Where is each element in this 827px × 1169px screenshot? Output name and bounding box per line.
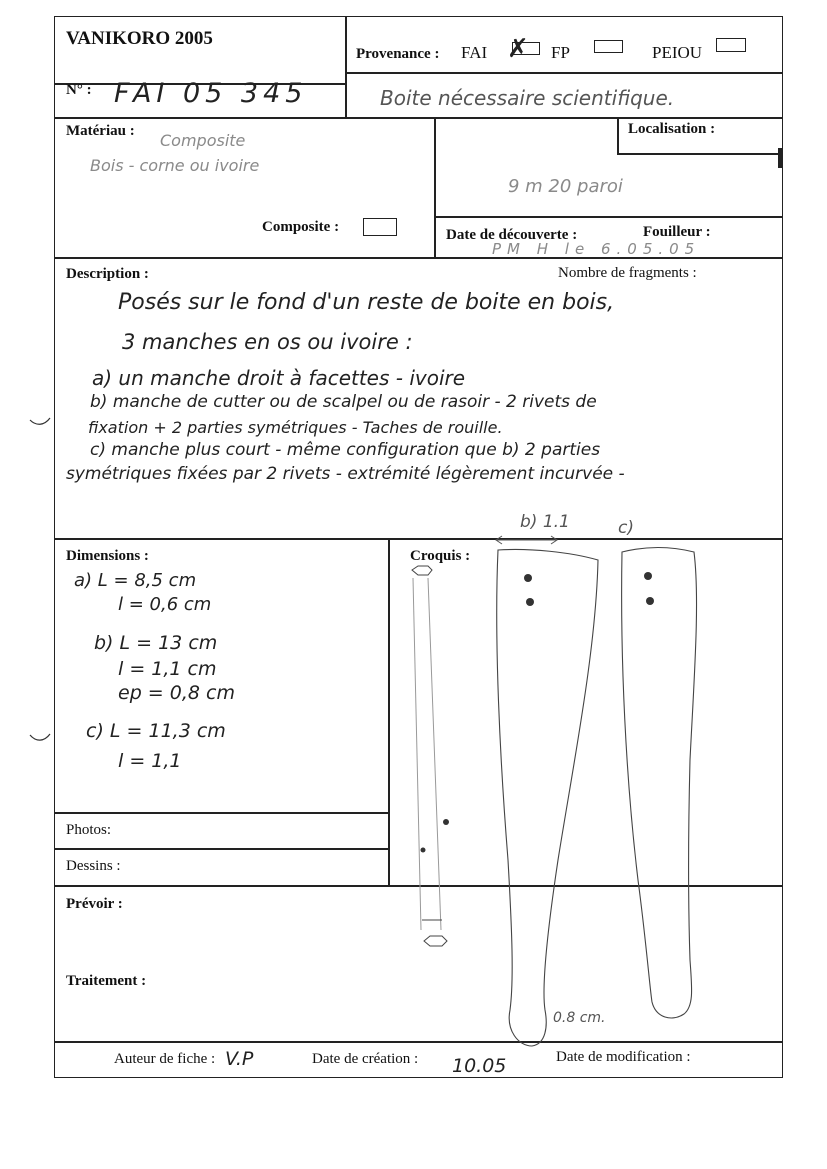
author-label: Auteur de fiche : [114,1051,216,1067]
sketch-label-c: c) [618,518,634,538]
dimension-a-width: l = 0,6 cm [118,594,212,615]
number-label: N° : [66,82,92,98]
modification-date-label: Date de modification : [556,1049,691,1065]
dimension-b-thickness: ep = 0,8 cm [118,682,235,704]
thickness-note: 0.8 cm. [553,1010,606,1026]
description-line: symétriques fixées par 2 rivets - extrémité légèrement incurvée - [66,464,625,484]
provenance-label: Provenance : [356,46,440,62]
rivet-icon [644,572,652,580]
discovery-date-label: Date de découverte : [446,227,578,243]
description-line: c) manche plus court - même configuration que b) 2 parties [90,440,601,460]
creation-date-label: Date de création : [312,1051,419,1067]
dimension-a-length: a) L = 8,5 cm [74,570,197,591]
checkmark-icon: ✗ [507,34,529,64]
forecast-label: Prévoir : [66,896,123,912]
sketch-label-b: b) 1.1 [520,512,570,532]
treatment-label: Traitement : [66,973,147,989]
option-fp-label: FP [551,43,570,62]
author-value: V.P [225,1048,254,1070]
rivet-icon [646,597,654,605]
discovery-date-value: PM H le 6.05.05 [492,240,701,258]
material-value-2: Bois - corne ou ivoire [90,156,260,175]
option-peiou-label: PEIOU [652,43,703,62]
dimension-c-width: l = 1,1 [118,750,182,772]
description-line: b) manche de cutter ou de scalpel ou de rasoir - 2 rivets de [90,392,597,412]
composite-label: Composite : [262,219,340,235]
fragments-label: Nombre de fragments : [558,265,697,281]
excavator-label: Fouilleur : [643,224,711,240]
drawings-label: Dessins : [66,858,121,874]
rivet-icon [526,598,534,606]
description-line: Posés sur le fond d'un reste de boite en bois, [118,290,615,315]
handle-b-sketch [497,549,598,1046]
sketch-label: Croquis : [410,548,471,564]
option-fai-label: FAI [461,43,488,62]
location-value: 9 m 20 paroi [508,176,623,197]
location-label: Localisation : [628,121,716,137]
dimension-b-width: l = 1,1 cm [118,658,217,680]
description-line: 3 manches en os ou ivoire : [122,330,413,354]
rivet-icon [524,574,532,582]
stain-dot [443,819,449,825]
material-value-1: Composite [160,131,246,150]
stain-dot [421,848,426,853]
object-name: Boite nécessaire scientifique. [380,86,675,110]
photos-label: Photos: [66,822,112,838]
handle-c-sketch [622,548,697,1019]
dimension-b-length: b) L = 13 cm [94,632,218,654]
description-label: Description : [66,266,149,282]
creation-date-value: 10.05 [452,1055,507,1077]
material-label: Matériau : [66,123,135,139]
dimension-c-length: c) L = 11,3 cm [86,720,226,742]
number-value: FAI 05 345 [114,78,308,109]
form-title: VANIKORO 2005 [66,28,213,49]
handle-a-sketch [412,566,447,946]
description-line: fixation + 2 parties symétriques - Taches de rouille. [88,418,503,437]
description-line: a) un manche droit à facettes - ivoire [92,366,466,390]
dimensions-label: Dimensions : [66,548,149,564]
